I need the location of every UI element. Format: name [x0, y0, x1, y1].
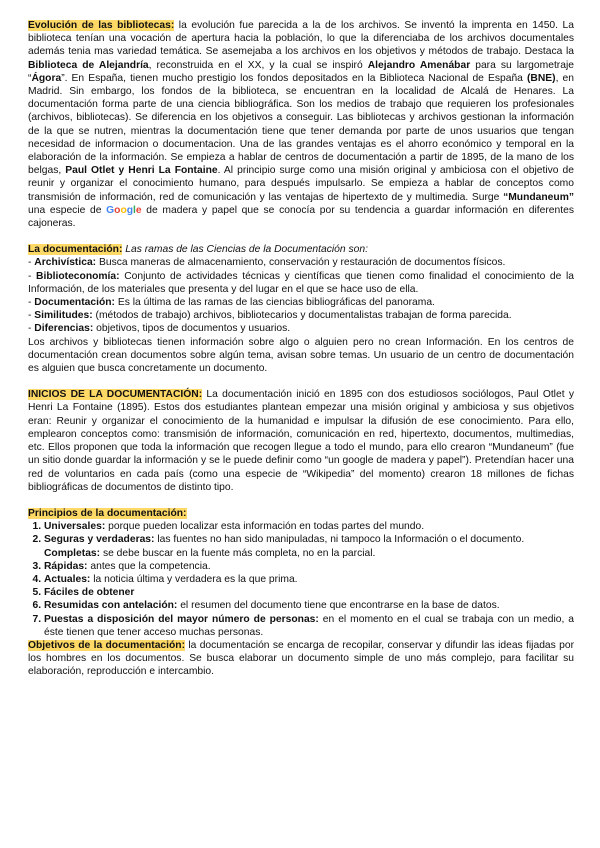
list-item [44, 573, 574, 586]
bold-term: Alejandro Amenábar [367, 59, 471, 71]
list-term: Biblioteconomía: [36, 270, 120, 282]
bold-term: “Mundaneum” [503, 191, 574, 203]
list-item [28, 322, 574, 335]
list-item [44, 586, 574, 599]
text-run: la evolución fue parecida a la de los archivos. Se inventó la imprenta en 1450. La biblioteca tenían una vocación de apertura hacia la población, lo que la diferenciaba de los archivos documentales además tenia mas variedad temática. Se asemejaba a los archivos en los objetivos y métodos de trabajo. Destaca la [28, 20, 574, 58]
list-text: el resumen del documento tiene que encontrarse en la base de datos. [177, 600, 500, 612]
list-item [28, 296, 574, 309]
list-term: Completas: [44, 547, 101, 559]
list-text: antes que la competencia. [87, 560, 211, 572]
text-run: para su largometraje “ [28, 59, 574, 84]
list-item [28, 256, 574, 269]
list-item [44, 599, 574, 612]
google-wordmark [106, 205, 142, 216]
section-documentacion-header [28, 243, 574, 256]
text-run: , reconstruida en el XX, y la cual se inspiró [148, 59, 368, 71]
list-item [44, 613, 574, 639]
list-text: en el momento en el cual se trabaja con un medio, a éste tienen que tener acceso muchas personas. [44, 613, 575, 638]
principios-list [28, 520, 574, 639]
section-principios-header [28, 507, 574, 520]
list-text: (métodos de trabajo) archivos, bibliotecarios y documentalistas trabajan de forma parecida. [92, 310, 512, 322]
list-term: Seguras y verdaderas: [44, 534, 155, 546]
list-item [28, 309, 574, 322]
list-item [28, 270, 574, 296]
section-inicios-title: INICIOS DE LA DOCUMENTACIÓN: [28, 389, 203, 401]
list-text: objetivos, tipos de documentos y usuarios. [93, 323, 291, 335]
list-bullet: - [28, 270, 37, 282]
list-term: Archivística: [34, 257, 97, 269]
list-term: Fáciles de obtener [44, 587, 135, 599]
section-principios-title: Principios de la documentación: [28, 507, 187, 519]
bold-term: Paul Otlet y Henri La Fontaine [65, 165, 218, 177]
google-letter: g [126, 204, 134, 216]
list-term: Similitudes: [34, 310, 93, 322]
list-text: Es la última de las ramas de las ciencias bibliográficas del panorama. [114, 297, 435, 309]
list-bullet: - [28, 323, 35, 335]
text-run: , en Madrid. Sin embargo, los fondos de la biblioteca, se encuentran en la localidad de Alcalá de Henares. La documentación forma parte de una ciencia bibliográfica. Son los medios de trabajo que requieren los profesionales (archivos, bibliotecas). Se diferencia en los objetivos a conseguir. Las bibliotecas y archivos gestionan la información de la que se nutren, mientras la documentación tiene que tener demanda por parte de unos usuarios que tengan necesidad de informacion o documentacion. Una de las grandes ventajas es el ahorro económico y temporal en la elaboración de la información. Se empieza a hablar de centros de documentación a partir de 1895, de la mano de los belgas, [28, 72, 574, 177]
list-text: Busca maneras de almacenamiento, conservación y restauración de documentos físicos. [96, 257, 506, 269]
list-bullet: - [28, 297, 35, 309]
list-term: Documentación: [34, 297, 115, 309]
bold-term: (BNE) [526, 72, 556, 84]
list-text: la noticia última y verdadera es la que prima. [90, 573, 298, 585]
list-text: se debe buscar en la fuente más completa, no en la parcial. [100, 547, 376, 559]
section-documentacion-subtitle: Las ramas de las Ciencias de la Documentación son: [122, 244, 368, 256]
google-letter: o [120, 204, 127, 216]
list-term: Resumidas con antelación: [44, 600, 178, 612]
list-item [44, 533, 574, 559]
google-letter: l [133, 204, 136, 216]
text-run: de madera y papel que se conocía por su tendencia a guardar información en diferentes cajoneras. [28, 204, 574, 230]
list-bullet: - [28, 310, 35, 322]
google-letter: o [114, 204, 121, 216]
list-item [44, 560, 574, 573]
list-text: Conjunto de actividades técnicas y científicas que tienen como finalidad el conocimiento de la Información, de los materiales que presenta y del lugar en el que se hace uso de ella. [28, 270, 574, 295]
text-run: una especie de [28, 204, 107, 216]
list-term: Diferencias: [34, 323, 94, 335]
section-inicios-paragraph [28, 388, 574, 494]
ramas-list [28, 256, 574, 335]
document-page [28, 19, 574, 679]
section-objetivos-paragraph [28, 639, 574, 679]
section-documentacion-title: La documentación: [28, 244, 123, 256]
section-bibliotecas-paragraph [28, 19, 574, 230]
text-run: La documentación inició en 1895 con dos estudiosos sociólogos, Paul Otlet y Henri La Fontaine (1895). Estos dos estudiantes plantean empezar una misión original y ambiciosa y sus objetivos eran: Reunir y organizar el conocimiento de la humanidad e impulsar la difusión de ese conocimiento. Para ello, emplearon conceptos como: transmisión de información, comunicación en red, hipertexto, documentos, multimedias, etc. Ellos proponen que toda la información que recogen llegue a todo el mundo, para ello crearon “Mundaneum” (fue un sitio donde guardar la información y se le puede definir como “un google de madera y papel”). Pretendían hacer una red de voluntarios en cada país (como una especie de “Wikipedia” del momento) crearon 18 millones de fichas bibliográficas de documentos de distinto tipo. [28, 389, 574, 493]
google-letter: G [106, 204, 115, 216]
text-run: . Al principio surge como una misión original y ambiciosa con el objetivo de reunir y organizar el conocimiento humano, para después impulsarlo. Se empieza a hablar de conceptos como transmisión de información, red de comunicación y las ventajas de hipertexto de y multimedia. Surge [28, 165, 574, 203]
text-run: ”. En España, tienen mucho prestigio los fondos depositados en la Biblioteca Nacional de España [61, 72, 527, 84]
list-term: Actuales: [44, 573, 91, 585]
google-letter: e [135, 204, 142, 216]
section-documentacion-closing: Los archivos y bibliotecas tienen información sobre algo o alguien pero no crean Información. En los centros de documentación crean documentos sobre algún tema, avisan sobre temas. Un usuario de un centro de documentación es alguien que busca concretamente un documento. [28, 336, 574, 375]
bold-term: Ágora [31, 72, 62, 84]
list-bullet: - [28, 257, 35, 269]
section-bibliotecas-title: Evolución de las bibliotecas: [28, 20, 175, 31]
bold-term: Biblioteca de Alejandría [28, 59, 149, 71]
text-run: la documentación se encarga de recopilar, conservar y difundir las ideas fijadas por los hombres en los documentos. Se busca elaborar un documento simple de uno más complejo, para facilitar su elaboración, reproducción e intercambio. [28, 639, 575, 678]
list-text: las fuentes no han sido manipuladas, ni tampoco la Información o el documento. [154, 534, 525, 546]
list-term: Rápidas: [44, 560, 88, 572]
list-item [44, 520, 574, 533]
list-text: porque pueden localizar esta información en todas partes del mundo. [105, 521, 425, 533]
section-objetivos-title: Objetivos de la documentación: [28, 639, 186, 651]
list-term: Puestas a disposición del mayor número de personas: [44, 613, 319, 625]
list-term: Universales: [44, 521, 106, 533]
